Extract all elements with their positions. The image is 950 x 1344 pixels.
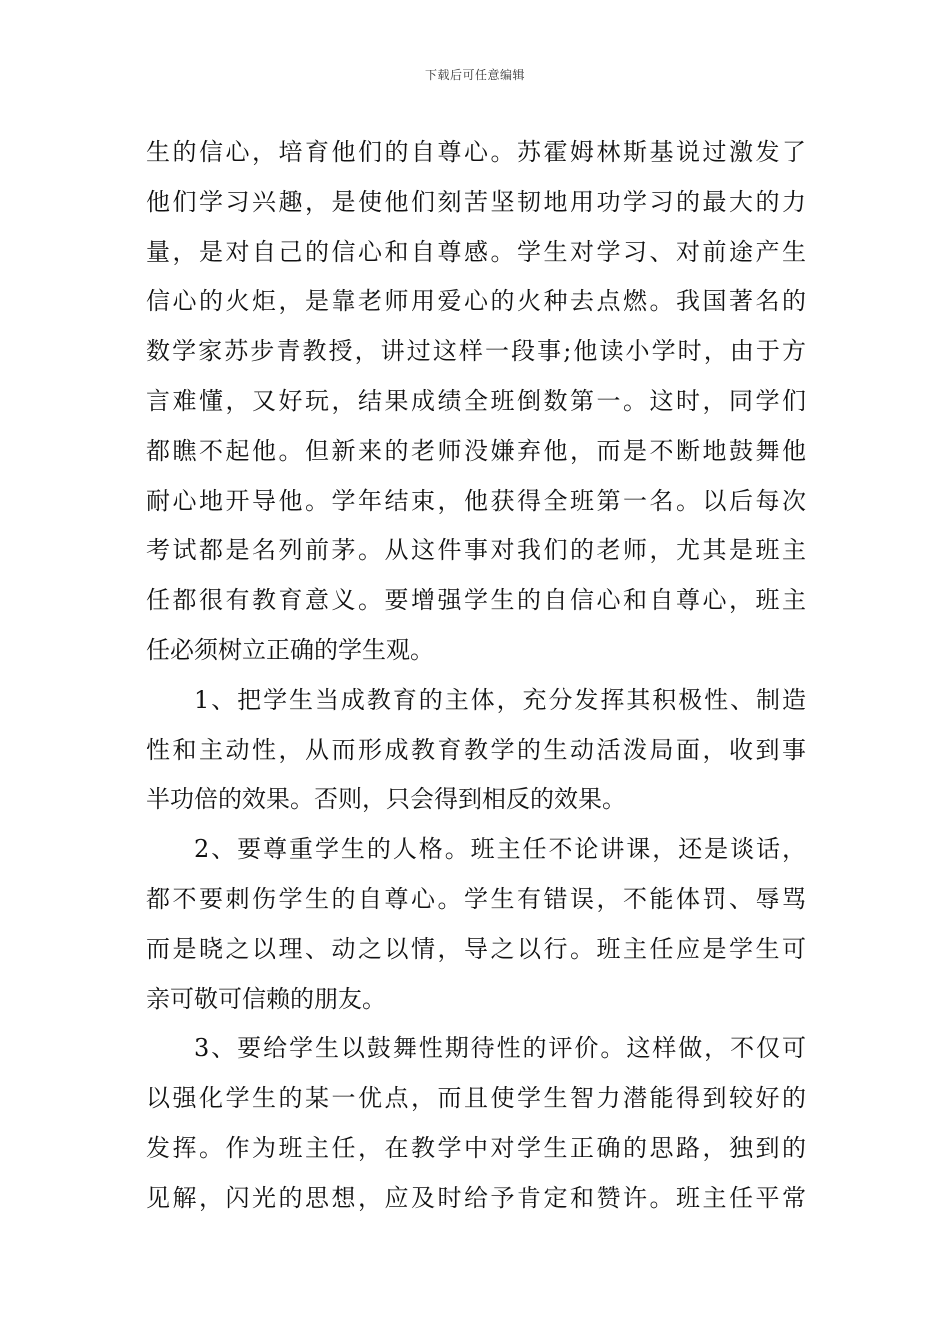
text-line: 任必须树立正确的学生观。 <box>146 635 434 664</box>
text-line: 而是晓之以理、动之以情，导之以行。班主任应是学生可 <box>146 934 806 963</box>
text-line: 信心的火炬，是靠老师用爱心的火种去点燃。我国著名的 <box>146 287 806 316</box>
text-line: 生的信心，培育他们的自尊心。苏霍姆林斯基说过激发了 <box>146 138 806 166</box>
text-line: 他们学习兴趣，是使他们刻苦坚韧地用功学习的最大的力 <box>146 187 806 216</box>
text-line: 半功倍的效果。否则，只会得到相反的效果。 <box>146 785 626 814</box>
text-line: 都不要刺伤学生的自尊心。学生有错误，不能体罚、辱骂 <box>146 884 806 913</box>
page-header: 下载后可任意编辑 <box>424 68 525 82</box>
text-line: 3、要给学生以鼓舞性期待性的评价。这样做，不仅可 <box>194 1034 806 1063</box>
text-line: 见解，闪光的思想，应及时给予肯定和赞许。班主任平常 <box>146 1183 806 1212</box>
text-line: 言难懂，又好玩，结果成绩全班倒数第一。这时，同学们 <box>146 386 806 415</box>
text-line: 2、要尊重学生的人格。班主任不论讲课，还是谈话， <box>194 835 806 864</box>
text-line: 亲可敬可信赖的朋友。 <box>146 984 386 1013</box>
text-line: 都瞧不起他。但新来的老师没嫌弃他，而是不断地鼓舞他 <box>146 436 806 465</box>
text-line: 以强化学生的某一优点，而且使学生智力潜能得到较好的 <box>146 1084 806 1113</box>
text-line: 任都很有教育意义。要增强学生的自信心和自尊心，班主 <box>146 586 806 615</box>
text-line: 数学家苏步青教授，讲过这样一段事;他读小学时，由于方 <box>146 337 806 366</box>
document-body <box>146 128 806 1224</box>
text-line: 1、把学生当成教育的主体，充分发挥其积极性、制造 <box>194 685 806 714</box>
text-line: 性和主动性，从而形成教育教学的生动活泼局面，收到事 <box>146 735 806 764</box>
text-line: 发挥。作为班主任，在教学中对学生正确的思路，独到的 <box>146 1133 806 1162</box>
text-line: 量，是对自己的信心和自尊感。学生对学习、对前途产生 <box>146 237 806 266</box>
text-line: 耐心地开导他。学年结束，他获得全班第一名。以后每次 <box>146 486 806 515</box>
text-line: 考试都是名列前茅。从这件事对我们的老师，尤其是班主 <box>146 536 806 565</box>
